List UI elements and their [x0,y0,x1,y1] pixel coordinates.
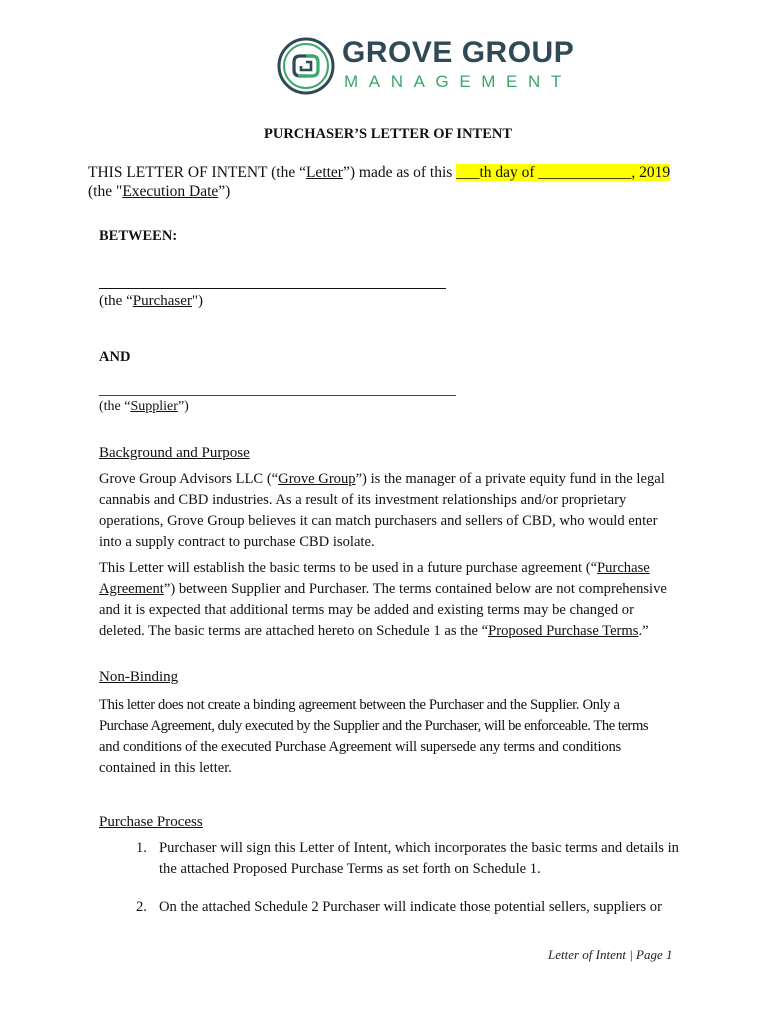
page-footer: Letter of Intent | Page 1 [548,947,673,962]
non-binding-line-1: This letter does not create a binding agreement between the Purchaser and the Supplier. Only a [99,697,620,713]
supplier-text: ”) [177,399,189,414]
intro-text: ”) made as of this [342,164,457,181]
company-logo [276,36,575,98]
paragraph-text: This Letter will establish the basic terms to be used in a future purchase agreement (“ [99,560,598,576]
non-binding-line-4: contained in this letter. [99,760,232,776]
date-blank-field: ___th day of ____________, 2019 [456,164,671,181]
defined-term-proposed-purchase-terms: Proposed Purchase Terms [488,623,639,639]
process-item-1-line-2: the attached Proposed Purchase Terms as set forth on Schedule 1. [159,861,541,877]
purchaser-label [99,291,203,311]
paragraph-text: ”) is the manager of a private equity fund in the legal [355,471,665,487]
intro-line-1 [88,163,670,183]
paragraph-text: .” [638,623,649,639]
purchaser-signature-line [99,288,446,289]
background-p2-line-3: and it is expected that additional terms may be added and existing terms may be changed or [99,602,634,618]
background-p1-line-4: into a supply contract to purchase CBD isolate. [99,534,375,550]
supplier-signature-line [99,395,456,396]
section-heading-non-binding: Non-Binding [99,669,179,685]
background-p1-line-3: operations, Grove Group believes it can match purchasers and sellers of CBD, who would enter [99,513,658,529]
grove-logo-icon [276,36,336,96]
defined-term-execution-date: Execution Date [122,183,219,200]
defined-term-purchase-agreement: Agreement [99,581,164,597]
supplier-label [99,397,189,417]
process-item-number: 1. [136,840,147,856]
background-p1-line-1 [99,469,665,490]
process-item-number: 2. [136,899,147,915]
non-binding-line-3: and conditions of the executed Purchase Agreement will supersede any terms and conditions [99,739,622,755]
between-label: BETWEEN: [99,228,178,244]
logo-wordmark-top: GROVE GROUP [342,36,575,69]
intro-text: THIS LETTER OF INTENT (the “ [88,164,306,181]
background-p1-line-2: cannabis and CBD industries. As a result of its investment relationships and/or proprietary [99,492,627,508]
purchaser-text: ") [191,293,204,309]
intro-text: (the " [88,183,123,200]
background-p2-line-1 [99,558,650,579]
defined-term-purchase-agreement: Purchase [597,560,650,576]
paragraph-text: ”) between Supplier and Purchaser. The terms contained below are not comprehensive [163,581,667,597]
process-item-1-line-1: Purchaser will sign this Letter of Intent, which incorporates the basic terms and details in [159,840,679,856]
defined-term-grove-group: Grove Group [278,471,356,487]
logo-wordmark-bottom: MANAGEMENT [344,72,572,91]
background-p2-line-4 [99,621,649,642]
defined-term-letter: Letter [305,164,343,181]
background-p2-line-2 [99,579,667,600]
non-binding-line-2: Purchase Agreement, duly executed by the Supplier and the Purchaser, will be enforceable. The terms [99,718,649,734]
section-heading-purchase-process: Purchase Process [99,814,203,830]
document-title: PURCHASER’S LETTER OF INTENT [264,126,513,142]
defined-term-supplier: Supplier [130,399,178,414]
process-item-2-line-1: On the attached Schedule 2 Purchaser will indicate those potential sellers, suppliers or [159,899,662,915]
and-label: AND [99,349,131,365]
section-heading-background: Background and Purpose [99,445,250,461]
intro-text: ”) [218,183,231,200]
paragraph-text: deleted. The basic terms are attached hereto on Schedule 1 as the “ [99,623,489,639]
paragraph-text: Grove Group Advisors LLC (“ [99,471,279,487]
intro-line-2 [88,182,230,202]
supplier-text: (the “ [99,399,131,414]
defined-term-purchaser: Purchaser [132,293,192,309]
purchaser-text: (the “ [99,293,133,309]
